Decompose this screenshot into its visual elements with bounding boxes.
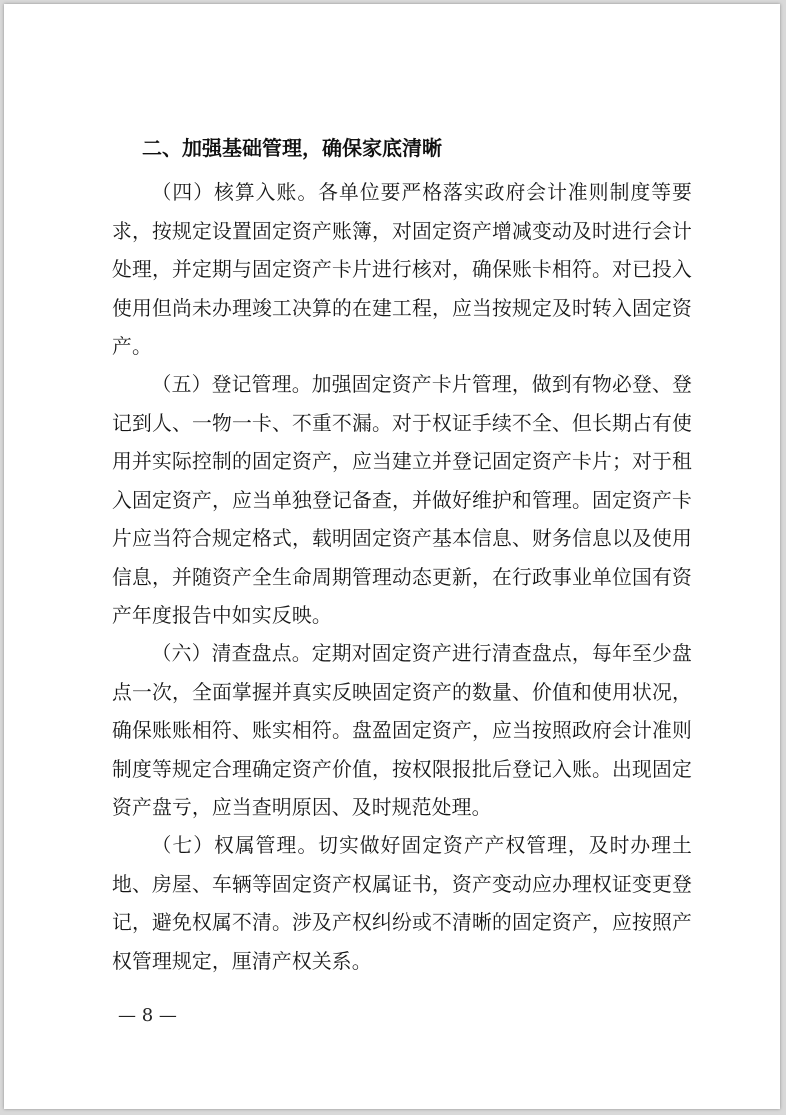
- document-page: [4, 4, 780, 1109]
- paragraph-accounting: （四）核算入账。各单位要严格落实政府会计准则制度等要求，按规定设置固定资产账簿，对固定资产增减变动及时进行会计处理，并定期与固定资产卡片进行核对，确保账卡相符。对已投入使用但尚未办理竣工决算的在建工程，应当按规定及时转入固定资产。: [112, 181, 692, 358]
- section-heading: 二、加强基础管理，确保家底清晰: [142, 136, 442, 160]
- paragraph-inventory-check: （六）清查盘点。定期对固定资产进行清查盘点，每年至少盘点一次，全面掌握并真实反映固定资产的数量、价值和使用状况，确保账账相符、账实相符。盘盈固定资产，应当按照政府会计准则制度等规定合理确定资产价值，按权限报批后登记入账。出现固定资产盘亏，应当查明原因、及时规范处理。: [112, 642, 692, 819]
- paragraph-ownership: （七）权属管理。切实做好固定资产产权管理，及时办理土地、房屋、车辆等固定资产权属证书，资产变动应办理权证变更登记，避免权属不清。涉及产权纠纷或不清晰的固定资产，应按照产权管理规定，厘清产权关系。: [112, 834, 692, 973]
- page-number: — 8 —: [118, 1005, 177, 1026]
- paragraph-registration: （五）登记管理。加强固定资产卡片管理，做到有物必登、登记到人、一物一卡、不重不漏。对于权证手续不全、但长期占有使用并实际控制的固定资产，应当建立并登记固定资产卡片；对于租入固定资产，应当单独登记备查，并做好维护和管理。固定资产卡片应当符合规定格式，载明固定资产基本信息、财务信息以及使用信息，并随资产全生命周期管理动态更新，在行政事业单位国有资产年度报告中如实反映。: [112, 373, 692, 627]
